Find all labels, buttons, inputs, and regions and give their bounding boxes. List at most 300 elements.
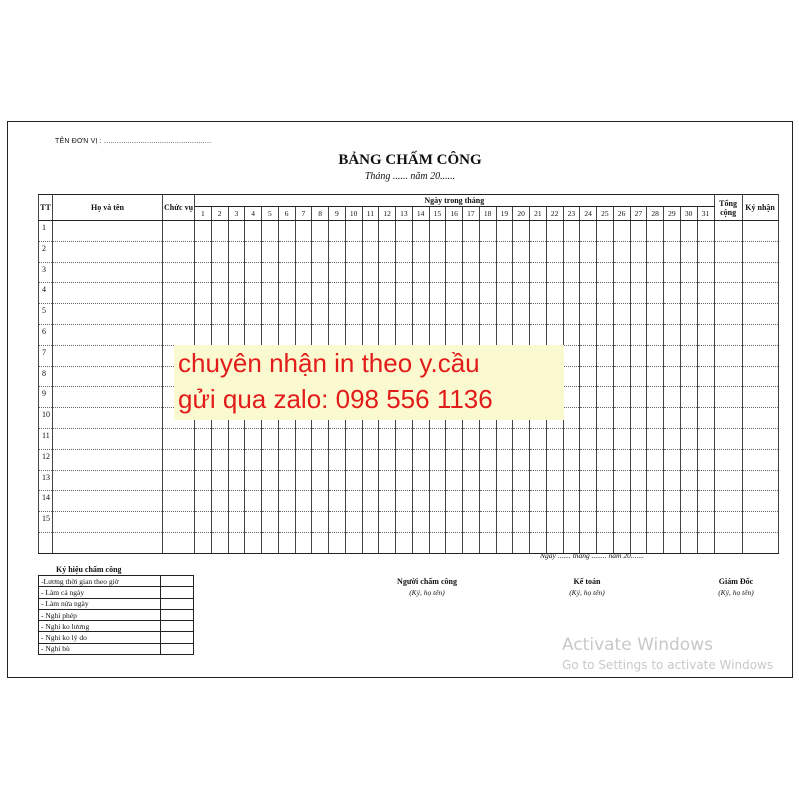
day-cell[interactable] — [262, 470, 279, 491]
name-cell[interactable] — [53, 387, 163, 408]
position-cell[interactable] — [163, 221, 195, 242]
day-cell[interactable] — [546, 324, 563, 345]
day-cell[interactable] — [647, 241, 664, 262]
name-cell[interactable] — [53, 428, 163, 449]
day-cell[interactable] — [479, 470, 496, 491]
day-cell[interactable] — [312, 449, 329, 470]
day-cell[interactable] — [429, 449, 446, 470]
day-cell[interactable] — [312, 428, 329, 449]
day-cell[interactable] — [379, 470, 396, 491]
day-cell[interactable] — [546, 283, 563, 304]
name-cell[interactable] — [53, 491, 163, 512]
day-cell[interactable] — [195, 512, 212, 533]
day-cell[interactable] — [513, 221, 530, 242]
day-cell[interactable] — [496, 304, 513, 325]
name-cell[interactable] — [53, 283, 163, 304]
day-cell[interactable] — [278, 532, 295, 553]
day-cell[interactable] — [697, 449, 714, 470]
day-cell[interactable] — [597, 262, 614, 283]
day-cell[interactable] — [513, 512, 530, 533]
day-cell[interactable] — [379, 304, 396, 325]
day-cell[interactable] — [630, 387, 647, 408]
day-cell[interactable] — [630, 241, 647, 262]
signature-cell[interactable] — [742, 512, 778, 533]
day-cell[interactable] — [295, 304, 312, 325]
day-cell[interactable] — [295, 428, 312, 449]
day-cell[interactable] — [429, 283, 446, 304]
signature-cell[interactable] — [742, 304, 778, 325]
day-cell[interactable] — [195, 470, 212, 491]
day-cell[interactable] — [228, 304, 245, 325]
day-cell[interactable] — [245, 324, 262, 345]
position-cell[interactable] — [163, 304, 195, 325]
day-cell[interactable] — [345, 428, 362, 449]
day-cell[interactable] — [664, 283, 681, 304]
total-cell[interactable] — [714, 221, 742, 242]
day-cell[interactable] — [647, 449, 664, 470]
day-cell[interactable] — [664, 366, 681, 387]
legend-symbol-cell[interactable] — [161, 587, 194, 598]
day-cell[interactable] — [345, 324, 362, 345]
day-cell[interactable] — [228, 428, 245, 449]
day-cell[interactable] — [479, 491, 496, 512]
day-cell[interactable] — [697, 324, 714, 345]
day-cell[interactable] — [613, 283, 630, 304]
day-cell[interactable] — [597, 283, 614, 304]
day-cell[interactable] — [496, 241, 513, 262]
day-cell[interactable] — [262, 532, 279, 553]
day-cell[interactable] — [412, 470, 429, 491]
position-cell[interactable] — [163, 470, 195, 491]
day-cell[interactable] — [312, 491, 329, 512]
day-cell[interactable] — [630, 324, 647, 345]
day-cell[interactable] — [664, 304, 681, 325]
day-cell[interactable] — [278, 470, 295, 491]
day-cell[interactable] — [513, 241, 530, 262]
day-cell[interactable] — [479, 512, 496, 533]
signature-cell[interactable] — [742, 532, 778, 553]
day-cell[interactable] — [228, 491, 245, 512]
day-cell[interactable] — [195, 532, 212, 553]
day-cell[interactable] — [647, 262, 664, 283]
day-cell[interactable] — [630, 221, 647, 242]
day-cell[interactable] — [195, 283, 212, 304]
day-cell[interactable] — [429, 304, 446, 325]
day-cell[interactable] — [496, 449, 513, 470]
day-cell[interactable] — [329, 512, 346, 533]
position-cell[interactable] — [163, 324, 195, 345]
day-cell[interactable] — [329, 532, 346, 553]
day-cell[interactable] — [379, 491, 396, 512]
day-cell[interactable] — [664, 387, 681, 408]
name-cell[interactable] — [53, 470, 163, 491]
day-cell[interactable] — [295, 262, 312, 283]
day-cell[interactable] — [362, 241, 379, 262]
day-cell[interactable] — [546, 449, 563, 470]
day-cell[interactable] — [546, 428, 563, 449]
day-cell[interactable] — [396, 262, 413, 283]
day-cell[interactable] — [379, 449, 396, 470]
day-cell[interactable] — [262, 428, 279, 449]
day-cell[interactable] — [580, 366, 597, 387]
day-cell[interactable] — [697, 241, 714, 262]
day-cell[interactable] — [580, 324, 597, 345]
day-cell[interactable] — [211, 241, 228, 262]
day-cell[interactable] — [396, 221, 413, 242]
day-cell[interactable] — [680, 283, 697, 304]
day-cell[interactable] — [362, 304, 379, 325]
day-cell[interactable] — [278, 262, 295, 283]
day-cell[interactable] — [479, 532, 496, 553]
day-cell[interactable] — [412, 491, 429, 512]
day-cell[interactable] — [530, 470, 547, 491]
day-cell[interactable] — [697, 491, 714, 512]
position-cell[interactable] — [163, 449, 195, 470]
day-cell[interactable] — [396, 428, 413, 449]
day-cell[interactable] — [613, 387, 630, 408]
day-cell[interactable] — [412, 324, 429, 345]
day-cell[interactable] — [396, 532, 413, 553]
day-cell[interactable] — [680, 512, 697, 533]
day-cell[interactable] — [463, 283, 480, 304]
day-cell[interactable] — [647, 345, 664, 366]
day-cell[interactable] — [362, 512, 379, 533]
day-cell[interactable] — [513, 262, 530, 283]
day-cell[interactable] — [479, 449, 496, 470]
day-cell[interactable] — [580, 304, 597, 325]
day-cell[interactable] — [412, 428, 429, 449]
day-cell[interactable] — [446, 304, 463, 325]
day-cell[interactable] — [429, 532, 446, 553]
day-cell[interactable] — [396, 304, 413, 325]
day-cell[interactable] — [228, 449, 245, 470]
day-cell[interactable] — [295, 470, 312, 491]
day-cell[interactable] — [479, 304, 496, 325]
day-cell[interactable] — [295, 491, 312, 512]
total-cell[interactable] — [714, 449, 742, 470]
day-cell[interactable] — [463, 304, 480, 325]
day-cell[interactable] — [647, 408, 664, 429]
day-cell[interactable] — [580, 387, 597, 408]
position-cell[interactable] — [163, 283, 195, 304]
day-cell[interactable] — [446, 221, 463, 242]
day-cell[interactable] — [697, 221, 714, 242]
day-cell[interactable] — [211, 221, 228, 242]
day-cell[interactable] — [664, 532, 681, 553]
day-cell[interactable] — [513, 428, 530, 449]
day-cell[interactable] — [278, 283, 295, 304]
day-cell[interactable] — [329, 304, 346, 325]
day-cell[interactable] — [597, 408, 614, 429]
day-cell[interactable] — [513, 491, 530, 512]
day-cell[interactable] — [697, 532, 714, 553]
day-cell[interactable] — [245, 304, 262, 325]
day-cell[interactable] — [664, 470, 681, 491]
day-cell[interactable] — [664, 345, 681, 366]
day-cell[interactable] — [563, 304, 580, 325]
signature-cell[interactable] — [742, 470, 778, 491]
day-cell[interactable] — [245, 532, 262, 553]
day-cell[interactable] — [446, 283, 463, 304]
day-cell[interactable] — [563, 512, 580, 533]
day-cell[interactable] — [513, 532, 530, 553]
day-cell[interactable] — [412, 241, 429, 262]
day-cell[interactable] — [680, 387, 697, 408]
day-cell[interactable] — [680, 241, 697, 262]
day-cell[interactable] — [412, 449, 429, 470]
day-cell[interactable] — [379, 512, 396, 533]
day-cell[interactable] — [228, 262, 245, 283]
day-cell[interactable] — [345, 221, 362, 242]
day-cell[interactable] — [312, 262, 329, 283]
signature-cell[interactable] — [742, 387, 778, 408]
day-cell[interactable] — [563, 366, 580, 387]
day-cell[interactable] — [664, 262, 681, 283]
day-cell[interactable] — [580, 512, 597, 533]
day-cell[interactable] — [312, 221, 329, 242]
day-cell[interactable] — [597, 324, 614, 345]
day-cell[interactable] — [228, 241, 245, 262]
day-cell[interactable] — [563, 491, 580, 512]
day-cell[interactable] — [396, 241, 413, 262]
day-cell[interactable] — [580, 283, 597, 304]
day-cell[interactable] — [329, 241, 346, 262]
day-cell[interactable] — [597, 491, 614, 512]
day-cell[interactable] — [278, 324, 295, 345]
day-cell[interactable] — [329, 449, 346, 470]
day-cell[interactable] — [396, 512, 413, 533]
day-cell[interactable] — [396, 283, 413, 304]
day-cell[interactable] — [211, 283, 228, 304]
day-cell[interactable] — [530, 512, 547, 533]
day-cell[interactable] — [446, 428, 463, 449]
day-cell[interactable] — [429, 470, 446, 491]
day-cell[interactable] — [329, 491, 346, 512]
day-cell[interactable] — [530, 428, 547, 449]
day-cell[interactable] — [412, 532, 429, 553]
signature-cell[interactable] — [742, 283, 778, 304]
signature-cell[interactable] — [742, 345, 778, 366]
day-cell[interactable] — [479, 428, 496, 449]
day-cell[interactable] — [580, 470, 597, 491]
total-cell[interactable] — [714, 491, 742, 512]
day-cell[interactable] — [680, 428, 697, 449]
day-cell[interactable] — [647, 470, 664, 491]
day-cell[interactable] — [429, 491, 446, 512]
day-cell[interactable] — [295, 449, 312, 470]
day-cell[interactable] — [278, 241, 295, 262]
day-cell[interactable] — [429, 428, 446, 449]
day-cell[interactable] — [647, 324, 664, 345]
total-cell[interactable] — [714, 283, 742, 304]
day-cell[interactable] — [379, 428, 396, 449]
day-cell[interactable] — [630, 512, 647, 533]
legend-symbol-cell[interactable] — [161, 621, 194, 632]
day-cell[interactable] — [680, 408, 697, 429]
legend-symbol-cell[interactable] — [161, 598, 194, 609]
signature-cell[interactable] — [742, 491, 778, 512]
position-cell[interactable] — [163, 532, 195, 553]
total-cell[interactable] — [714, 428, 742, 449]
total-cell[interactable] — [714, 408, 742, 429]
day-cell[interactable] — [647, 366, 664, 387]
day-cell[interactable] — [563, 387, 580, 408]
day-cell[interactable] — [228, 283, 245, 304]
day-cell[interactable] — [312, 470, 329, 491]
day-cell[interactable] — [664, 449, 681, 470]
day-cell[interactable] — [429, 221, 446, 242]
day-cell[interactable] — [211, 532, 228, 553]
day-cell[interactable] — [211, 512, 228, 533]
day-cell[interactable] — [345, 304, 362, 325]
day-cell[interactable] — [597, 428, 614, 449]
day-cell[interactable] — [496, 262, 513, 283]
day-cell[interactable] — [312, 304, 329, 325]
day-cell[interactable] — [429, 241, 446, 262]
day-cell[interactable] — [329, 221, 346, 242]
day-cell[interactable] — [295, 532, 312, 553]
day-cell[interactable] — [597, 221, 614, 242]
day-cell[interactable] — [345, 241, 362, 262]
day-cell[interactable] — [580, 221, 597, 242]
day-cell[interactable] — [563, 241, 580, 262]
day-cell[interactable] — [463, 324, 480, 345]
day-cell[interactable] — [228, 532, 245, 553]
day-cell[interactable] — [278, 428, 295, 449]
day-cell[interactable] — [345, 491, 362, 512]
day-cell[interactable] — [446, 262, 463, 283]
day-cell[interactable] — [563, 449, 580, 470]
name-cell[interactable] — [53, 408, 163, 429]
day-cell[interactable] — [396, 470, 413, 491]
day-cell[interactable] — [530, 491, 547, 512]
day-cell[interactable] — [195, 262, 212, 283]
day-cell[interactable] — [496, 470, 513, 491]
signature-cell[interactable] — [742, 366, 778, 387]
name-cell[interactable] — [53, 262, 163, 283]
day-cell[interactable] — [463, 512, 480, 533]
day-cell[interactable] — [496, 491, 513, 512]
day-cell[interactable] — [479, 324, 496, 345]
day-cell[interactable] — [630, 428, 647, 449]
total-cell[interactable] — [714, 512, 742, 533]
day-cell[interactable] — [429, 324, 446, 345]
day-cell[interactable] — [630, 408, 647, 429]
day-cell[interactable] — [195, 241, 212, 262]
total-cell[interactable] — [714, 304, 742, 325]
day-cell[interactable] — [546, 241, 563, 262]
day-cell[interactable] — [362, 532, 379, 553]
day-cell[interactable] — [278, 491, 295, 512]
day-cell[interactable] — [580, 491, 597, 512]
day-cell[interactable] — [580, 408, 597, 429]
day-cell[interactable] — [613, 345, 630, 366]
position-cell[interactable] — [163, 428, 195, 449]
day-cell[interactable] — [262, 449, 279, 470]
day-cell[interactable] — [429, 512, 446, 533]
day-cell[interactable] — [379, 324, 396, 345]
total-cell[interactable] — [714, 470, 742, 491]
day-cell[interactable] — [362, 262, 379, 283]
day-cell[interactable] — [647, 512, 664, 533]
day-cell[interactable] — [563, 221, 580, 242]
day-cell[interactable] — [697, 345, 714, 366]
day-cell[interactable] — [295, 221, 312, 242]
day-cell[interactable] — [513, 304, 530, 325]
day-cell[interactable] — [262, 283, 279, 304]
day-cell[interactable] — [446, 491, 463, 512]
day-cell[interactable] — [245, 512, 262, 533]
name-cell[interactable] — [53, 221, 163, 242]
day-cell[interactable] — [680, 470, 697, 491]
day-cell[interactable] — [563, 345, 580, 366]
day-cell[interactable] — [463, 262, 480, 283]
day-cell[interactable] — [563, 324, 580, 345]
legend-symbol-cell[interactable] — [161, 576, 194, 587]
day-cell[interactable] — [362, 491, 379, 512]
day-cell[interactable] — [580, 262, 597, 283]
day-cell[interactable] — [630, 345, 647, 366]
day-cell[interactable] — [245, 470, 262, 491]
day-cell[interactable] — [278, 304, 295, 325]
day-cell[interactable] — [262, 221, 279, 242]
day-cell[interactable] — [647, 491, 664, 512]
total-cell[interactable] — [714, 366, 742, 387]
day-cell[interactable] — [697, 408, 714, 429]
day-cell[interactable] — [597, 449, 614, 470]
name-cell[interactable] — [53, 304, 163, 325]
day-cell[interactable] — [195, 491, 212, 512]
day-cell[interactable] — [664, 428, 681, 449]
name-cell[interactable] — [53, 449, 163, 470]
day-cell[interactable] — [630, 304, 647, 325]
day-cell[interactable] — [345, 262, 362, 283]
day-cell[interactable] — [680, 324, 697, 345]
position-cell[interactable] — [163, 241, 195, 262]
day-cell[interactable] — [463, 470, 480, 491]
day-cell[interactable] — [446, 324, 463, 345]
signature-cell[interactable] — [742, 262, 778, 283]
day-cell[interactable] — [664, 491, 681, 512]
day-cell[interactable] — [580, 345, 597, 366]
day-cell[interactable] — [329, 262, 346, 283]
day-cell[interactable] — [379, 262, 396, 283]
day-cell[interactable] — [496, 324, 513, 345]
day-cell[interactable] — [396, 491, 413, 512]
day-cell[interactable] — [563, 408, 580, 429]
day-cell[interactable] — [211, 491, 228, 512]
day-cell[interactable] — [647, 387, 664, 408]
total-cell[interactable] — [714, 345, 742, 366]
day-cell[interactable] — [530, 262, 547, 283]
day-cell[interactable] — [697, 470, 714, 491]
name-cell[interactable] — [53, 324, 163, 345]
day-cell[interactable] — [295, 283, 312, 304]
day-cell[interactable] — [396, 324, 413, 345]
position-cell[interactable] — [163, 262, 195, 283]
day-cell[interactable] — [613, 512, 630, 533]
day-cell[interactable] — [613, 449, 630, 470]
day-cell[interactable] — [697, 366, 714, 387]
day-cell[interactable] — [647, 221, 664, 242]
day-cell[interactable] — [345, 449, 362, 470]
day-cell[interactable] — [245, 491, 262, 512]
day-cell[interactable] — [496, 532, 513, 553]
day-cell[interactable] — [446, 512, 463, 533]
name-cell[interactable] — [53, 532, 163, 553]
position-cell[interactable] — [163, 491, 195, 512]
day-cell[interactable] — [563, 428, 580, 449]
